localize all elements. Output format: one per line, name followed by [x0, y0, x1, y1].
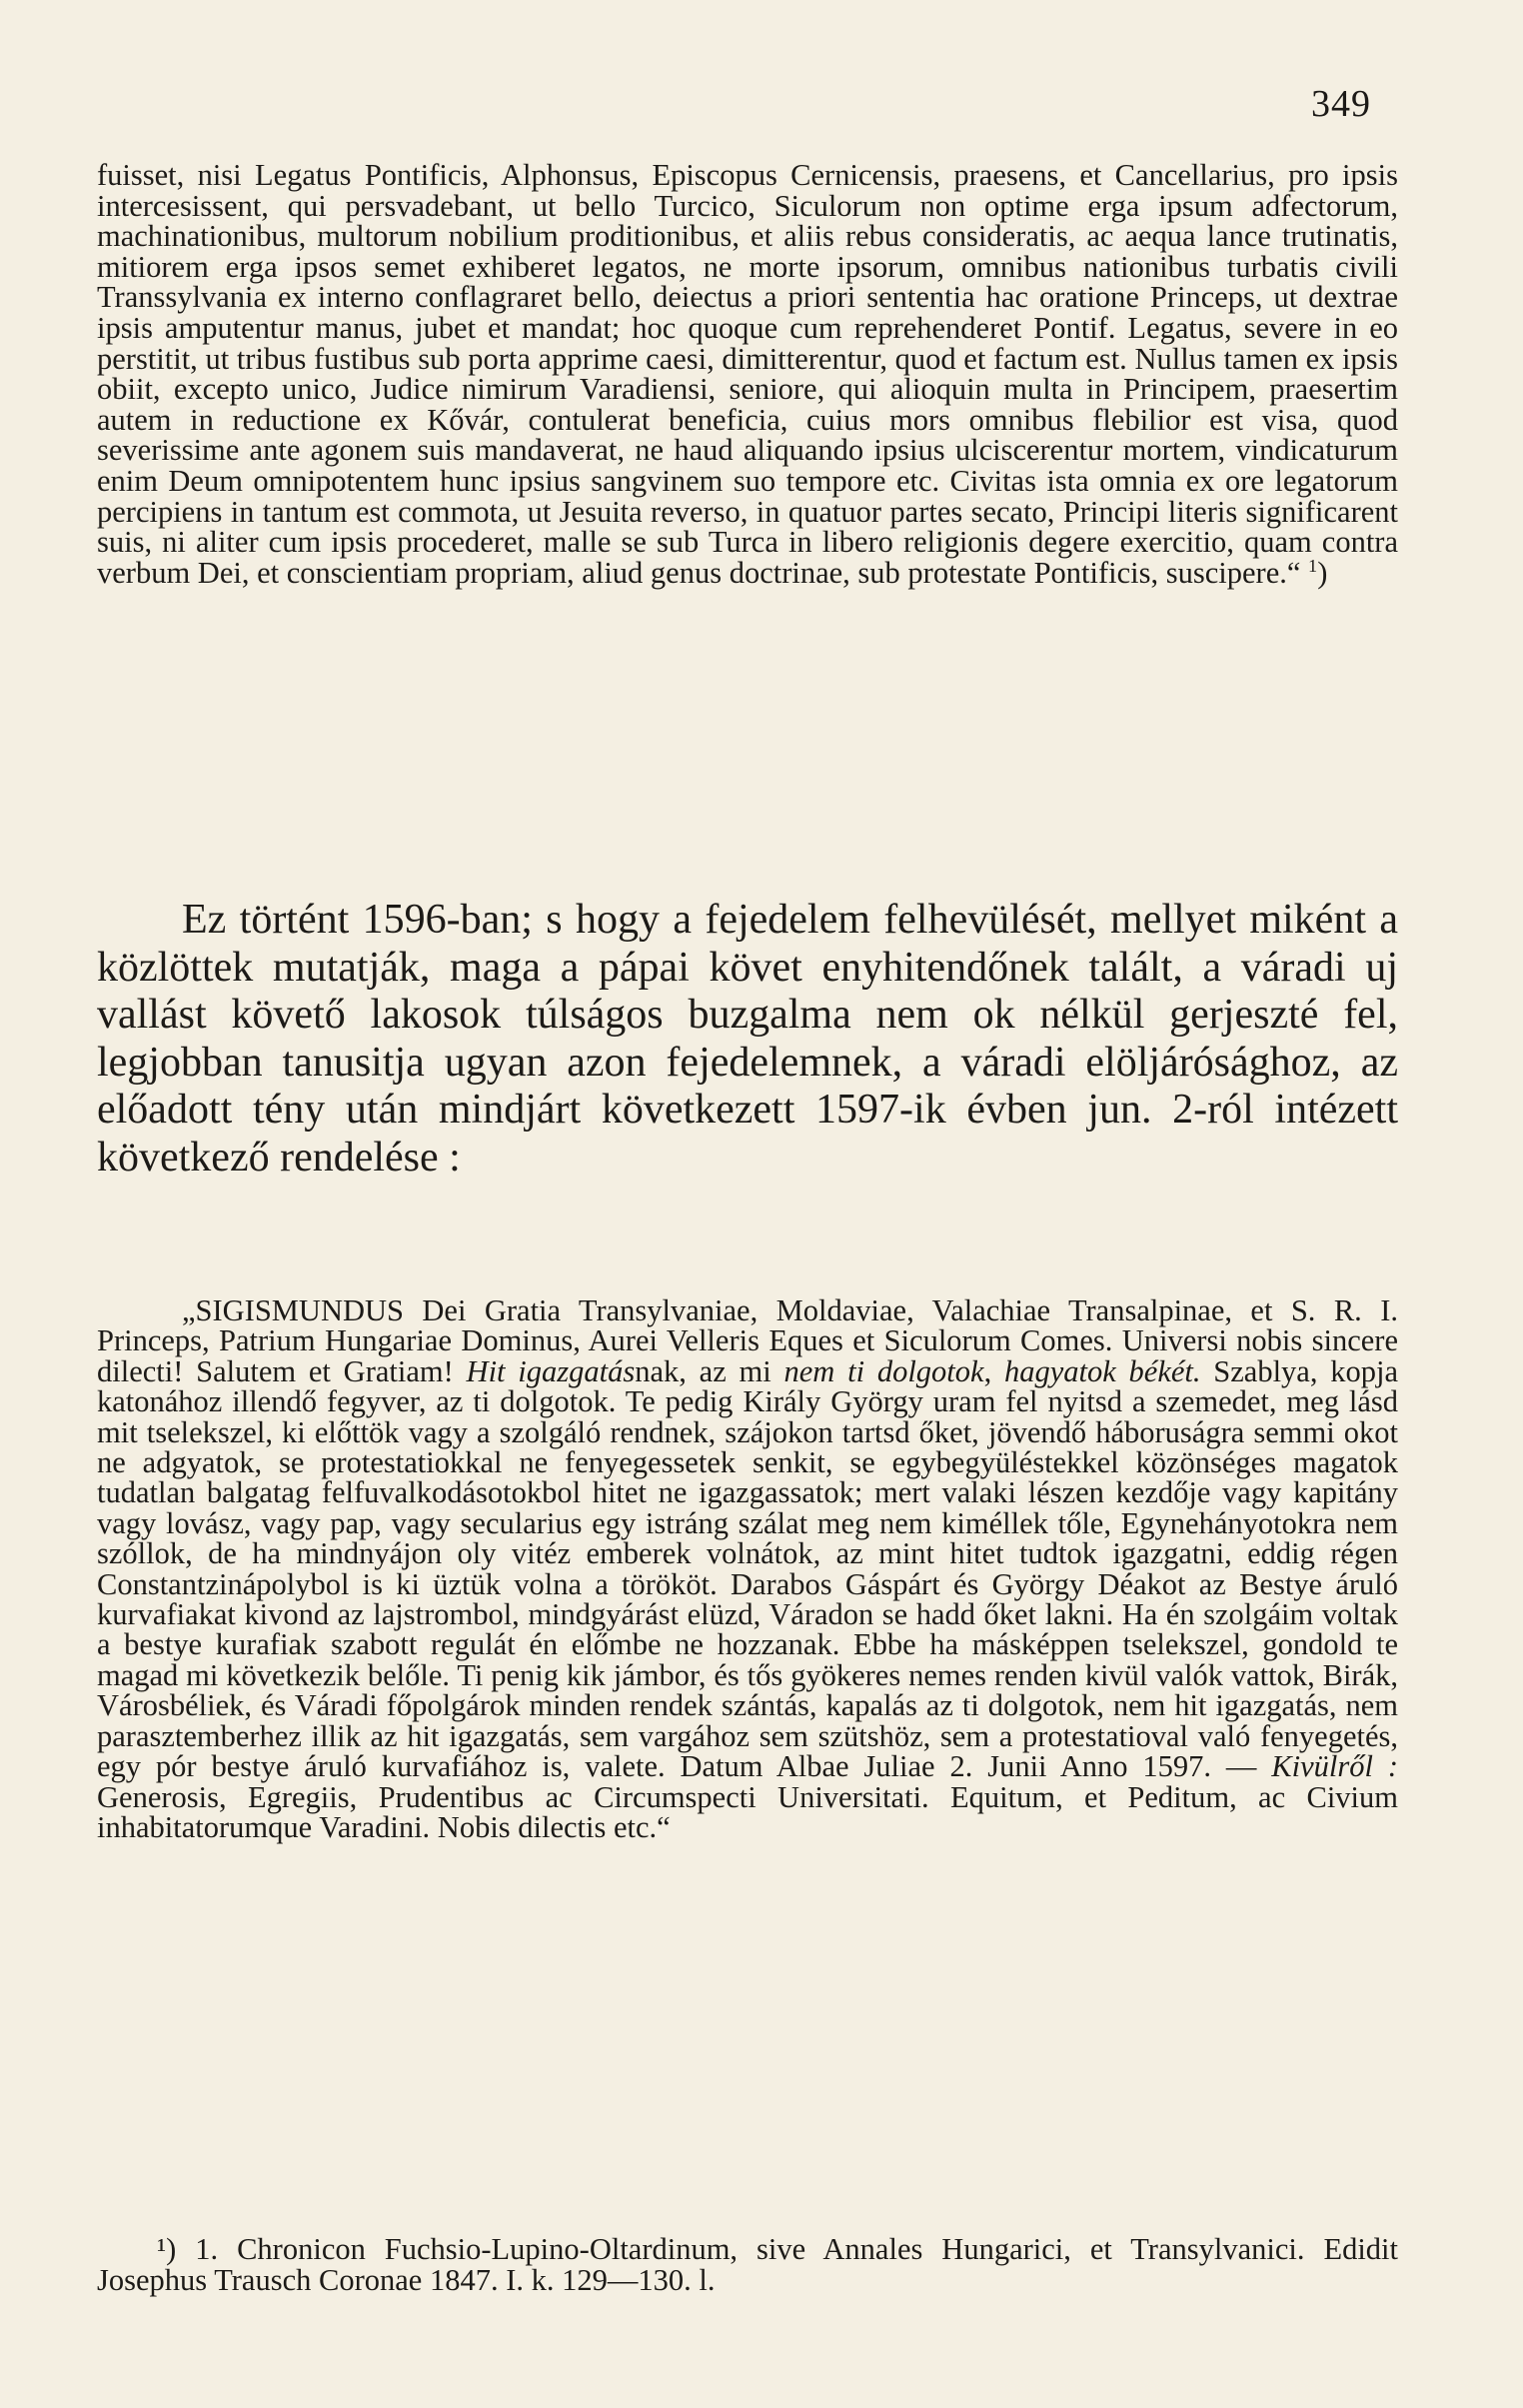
decree-italic-2: nem ti dolgotok	[783, 1353, 984, 1388]
footnote-paragraph	[97, 2234, 1398, 2296]
decree-text-1: „SIGISMUNDUS Dei Gratia Transylvaniae, Moldaviae, Valachiae Transalpinae, et S. R. I. Princeps, Patrium Hungariae Dominus, Aurei Velleris Eques et Siculorum Comes. Universi nobis sincere dilecti! Salutem et Gratiam!	[97, 1293, 1398, 1388]
decree-italic-3: hagyatok békét.	[1003, 1353, 1201, 1388]
quotation-text: fuisset, nisi Legatus Pontificis, Alphonsus, Episcopus Cernicensis, praesens, et Cancellarius, pro ipsis intercesissent, qui persvadebant, ut bello Turcico, Siculorum non optime erga ipsum adfectorum, machinationibus, multorum nobilium proditionibus, et aliis rebus consideratis, ac aequa lance trutinatis, mitiorem erga ipsos semet exhiberet legatos, ne morte ipsorum, omnibus nationibus turbatis civili Transsylvania ex interno conflagraret bello, deiectus a priori sententia hac oratione Princeps, ut dextrae ipsis amputentur manus, jubet et mandat; hoc quoque cum reprehenderet Pontif. Legatus, severe in eo perstitit, ut tribus fustibus sub porta apprime caesi, dimitterentur, quod et factum est. Nullus tamen ex ipsis obiit, excepto unico, Judice nimirum Varadiensi, seniore, qui alioquin multa in Principem, praesertim autem in reductione ex Kővár, contulerat beneficia, cuius mors omnibus flebilior est visa, quod severissime ante agonem suis mandaverat, ne haud aliquando ipsius ulciscerentur mortem, vindicaturum enim Deum omnipotentem hunc ipsius sangvinem suo tempore etc. Civitas ista omnia ex ore legatorum percipiens in tantum est commota, ut Jesuita reverso, in quatuor partes secato, Principi literis significarent suis, ni aliter cum ipsis procederet, malle se sub Turca in libero religionis degere exercitio, quam contra verbum Dei, et conscientiam propriam, aliud genus doctrinae, sub protestate Pontificis, suscipere.“	[97, 158, 1398, 590]
decree-italic-4: Kivülről :	[1271, 1749, 1398, 1784]
narrative-text: Ez történt 1596-ban; s hogy a fejedelem felhevülését, mellyet miként a közlöttek mutatják, maga a pápai követ enyhitendőnek talált, a váradi uj vallást követő lakosok túlságos buzgalma nem ok nélkül gerjeszté fel, legjobban tanusitja ugyan azon fejedelemnek, a váradi elöljárósághoz, az előadott tény után mindjárt következett 1597-ik évben jun. 2-ról intézett következő rendelése :	[97, 897, 1398, 1181]
footnote-marker: ¹)	[157, 2232, 177, 2266]
quotation-paragraph	[97, 160, 1398, 588]
narrative-paragraph	[97, 897, 1398, 1182]
footnote-reference[interactable]: 1	[1308, 555, 1318, 576]
decree-quotation	[97, 1295, 1398, 1842]
decree-text-5: Generosis, Egregiis, Prudentibus ac Circumspecti Universitati. Equitum, et Peditum, ac Civium inhabitatorumque Varadini. Nobis dilectis etc.“	[97, 1779, 1398, 1844]
footnote-text: 1. Chronicon Fuchsio-Lupino-Oltardinum, sive Annales Hungarici, et Transylvanici. Edidit Josephus Trausch Coronae 1847. I. k. 129—130. l.	[97, 2232, 1398, 2297]
page-number: 349	[1311, 83, 1371, 125]
decree-text-2: nak, az mi	[635, 1353, 784, 1388]
decree-text-3: ,	[983, 1353, 1004, 1388]
footnote-reference-paren: )	[1317, 555, 1328, 590]
latin-quotation	[97, 160, 1398, 588]
decree-paragraph	[97, 1295, 1398, 1842]
decree-text-4: Szablya, kopja katonához illendő fegyver, az ti dolgotok. Te pedig Király György uram fel nyitsd a szemedet, meg lásd mit tselekszel, ki előttök vagy a szolgáló rendnek, szájokon tartsd őket, jövendő háboruságra semmi okot ne adgyatok, se protestatiokkal ne fenyegessetek senkit, se egybegyüléstekkel közönséges magatok tudatlan balgatag felfuvalkodásotokbol hitet ne igazgassatok; mert valaki lészen kezdője vagy kapitány vagy lovász, vagy pap, vagy secularius egy istráng szálat meg nem kiméllek tőle, Egynehányotokra nem szóllok, de ha mindnyájon oly vitéz emberek volnátok, az mint hitet tudtok igazgatni, eddig régen Constantzinápolybol is ki üztük volna a törököt. Darabos Gáspárt és György Déakot az Bestye áruló kurvafiakat kivond az lajstrombol, mindgyárást elüzd, Váradon se hadd őket lakni. Ha én szolgáim voltak a bestye kurafiak szabott regulát én előmbe ne hozzanak. Ebbe ha másképpen tselekszel, gondold te magad mi következik belőle. Ti penig kik jámbor, és tős gyökeres nemes renden kivül valók vattok, Birák, Városbéliek, és Váradi főpolgárok minden rendek szántás, kapalás az ti dolgotok, nem hit igazgatás, nem parasztemberhez illik az hit igazgatás, sem vargához sem szütshöz, sem a protestatioval való fenyegetés, egy pór bestye áruló kurvafiához is, valete. Datum Albae Juliae 2. Junii Anno 1597. —	[97, 1353, 1399, 1784]
footnote	[97, 2234, 1398, 2296]
decree-italic-1: Hit igazgatás	[466, 1353, 636, 1388]
